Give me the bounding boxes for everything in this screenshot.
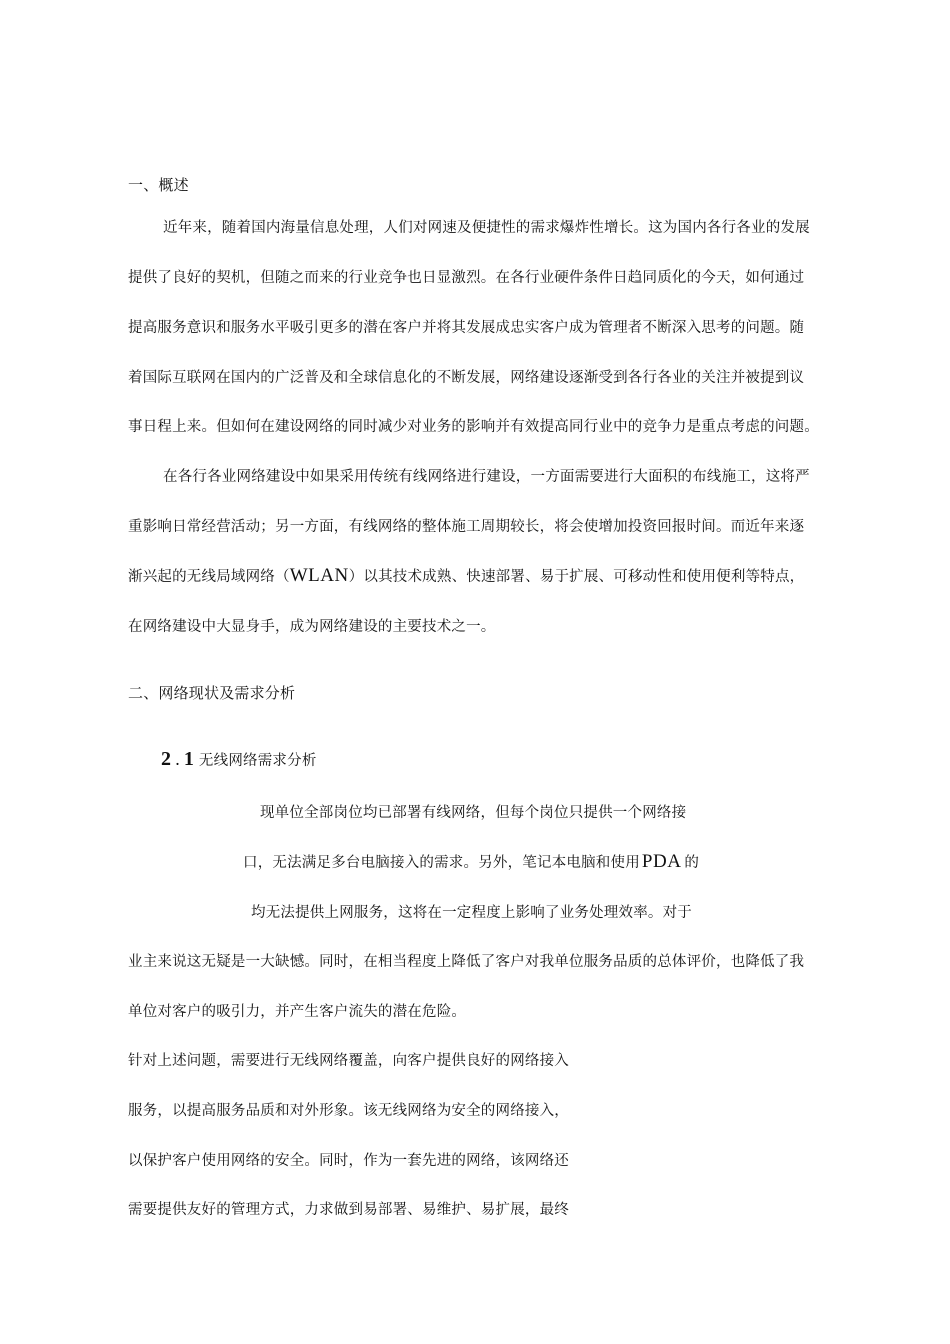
text-segment: 渐兴起的无线局域网络（ [128, 569, 290, 585]
paragraph-line [128, 566, 804, 587]
text-segment: 口，无法满足多台电脑接入的需求。另外，笔记本电脑和使用 [243, 855, 640, 871]
paragraph-line: 近年来，随着国内海量信息处理，人们对网速及便捷性的需求爆炸性增长。这为国内各行各业的发展 [163, 220, 810, 236]
section-heading-overview: 一、概述 [128, 176, 189, 194]
paragraph-line: 现单位全部岗位均已部署有线网络，但每个岗位只提供一个网络接 [260, 805, 687, 821]
paragraph-line: 提供了良好的契机，但随之而来的行业竞争也日显激烈。在各行业硬件条件日趋同质化的今天，如何通过 [128, 270, 805, 286]
paragraph-line: 需要提供友好的管理方式，力求做到易部署、易维护、易扩展，最终 [128, 1202, 569, 1218]
section-heading-needs: 二、网络现状及需求分析 [128, 684, 296, 702]
paragraph-line: 着国际互联网在国内的广泛普及和全球信息化的不断发展，网络建设逐渐受到各行各业的关注并被提到议 [128, 370, 805, 386]
subsection-number-dot: . [175, 749, 180, 769]
paragraph-line: 以保护客户使用网络的安全。同时，作为一套先进的网络，该网络还 [128, 1153, 569, 1169]
text-segment: ）以其技术成熟、快速部署、易于扩展、可移动性和使用便利等特点， [348, 569, 805, 585]
paragraph-line: 均无法提供上网服务，这将在一定程度上影响了业务处理效率。对于 [251, 905, 692, 921]
pda-term: PDA [641, 851, 682, 872]
paragraph-line: 业主来说这无疑是一大缺憾。同时，在相当程度上降低了客户对我单位服务品质的总体评价，也降低了我 [128, 954, 805, 970]
paragraph-line: 重影响日常经营活动；另一方面，有线网络的整体施工周期较长，将会使增加投资回报时间。而近年来逐 [128, 519, 805, 535]
wlan-term: WLAN [289, 565, 349, 586]
text-segment: 的 [684, 855, 700, 871]
subsection-title: 无线网络需求分析 [198, 753, 317, 769]
paragraph-line: 事日程上来。但如何在建设网络的同时减少对业务的影响并有效提高同行业中的竞争力是重点考虑的问题。 [128, 419, 819, 435]
subsection-heading [161, 749, 317, 771]
paragraph-line: 服务，以提高服务品质和对外形象。该无线网络为安全的网络接入， [128, 1103, 569, 1119]
subsection-number-major: 2 [161, 748, 172, 770]
paragraph-line: 单位对客户的吸引力，并产生客户流失的潜在危险。 [128, 1004, 467, 1020]
paragraph-line: 在网络建设中大显身手，成为网络建设的主要技术之一。 [128, 619, 496, 635]
paragraph-line: 在各行各业网络建设中如果采用传统有线网络进行建设，一方面需要进行大面积的布线施工，这将严 [163, 469, 810, 485]
subsection-number-minor: 1 [183, 748, 195, 770]
paragraph-line: 针对上述问题，需要进行无线网络覆盖，向客户提供良好的网络接入 [128, 1053, 569, 1069]
paragraph-line [243, 852, 699, 873]
paragraph-line: 提高服务意识和服务水平吸引更多的潜在客户并将其发展成忠实客户成为管理者不断深入思考的问题。随 [128, 320, 805, 336]
